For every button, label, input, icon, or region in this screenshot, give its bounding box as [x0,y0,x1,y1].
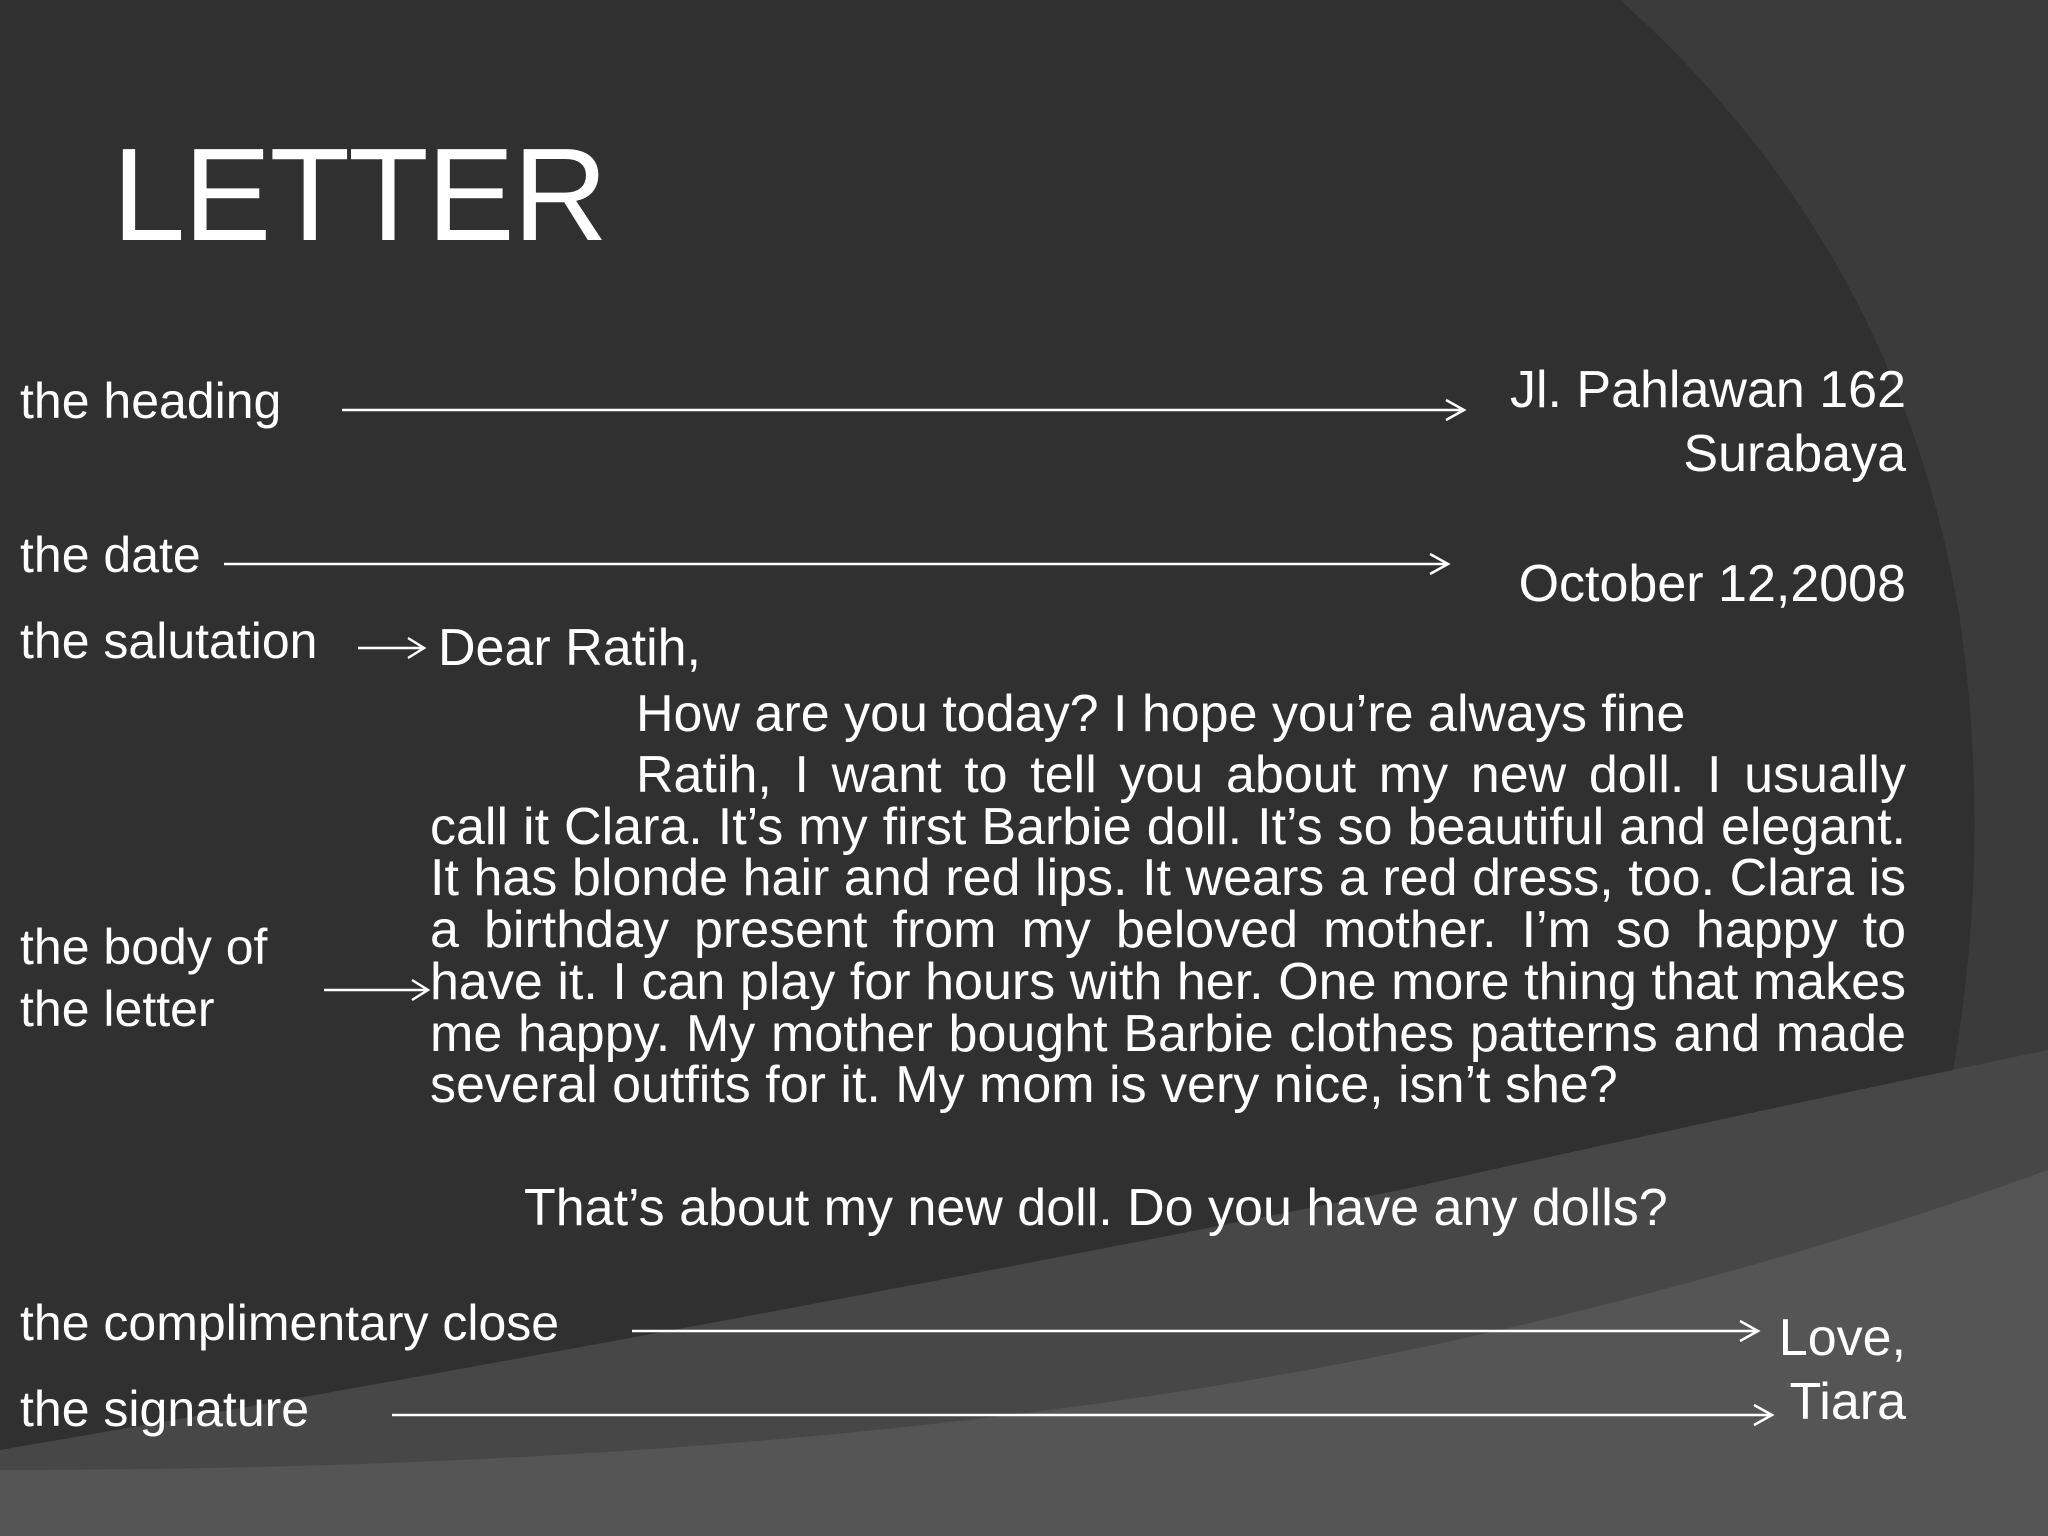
letter-address-line1: Jl. Pahlawan 162 [1509,361,1906,419]
salutation-arrow [358,638,424,658]
letter-address-line2: Surabaya [1683,425,1906,483]
label-body-line1: the body of [20,919,268,975]
letter-signature: Tiara [1789,1373,1906,1431]
letter-complimentary-close: Love, [1778,1309,1906,1367]
page-title: LETTER [112,121,607,268]
label-salutation: the salutation [20,613,318,669]
label-body-line2: the letter [20,981,215,1037]
label-complimentary-close: the complimentary close [20,1295,560,1351]
letter-date: October 12,2008 [1518,555,1906,613]
heading-arrow [342,400,1464,420]
body-arrow [324,980,428,1000]
letter-salutation: Dear Ratih, [438,619,701,677]
date-arrow [224,554,1448,574]
label-signature: the signature [20,1381,310,1437]
letter-closing-line: That’s about my new doll. Do you have any dolls? [524,1179,1668,1237]
signature-arrow [392,1405,1772,1425]
letter-body-paragraph: Ratih, I want to tell you about my new doll. I usually call it Clara. It’s my first Barbie doll. It’s so beautiful and elegant. It has blonde hair and red lips. It wears a red dress, too. Clara is a birthday present from my beloved mother. I’m so happy to have it. I can play for hours with her. One more thing that makes me happy. My mother bought Barbie clothes patterns and made several outfits for it. My mom is very nice, isn’t she? [430,746,1906,1115]
label-heading: the heading [20,373,282,429]
label-date: the date [20,527,201,583]
close-arrow [632,1321,1758,1341]
letter-greeting-line: How are you today? I hope you’re always fine [636,685,1686,743]
